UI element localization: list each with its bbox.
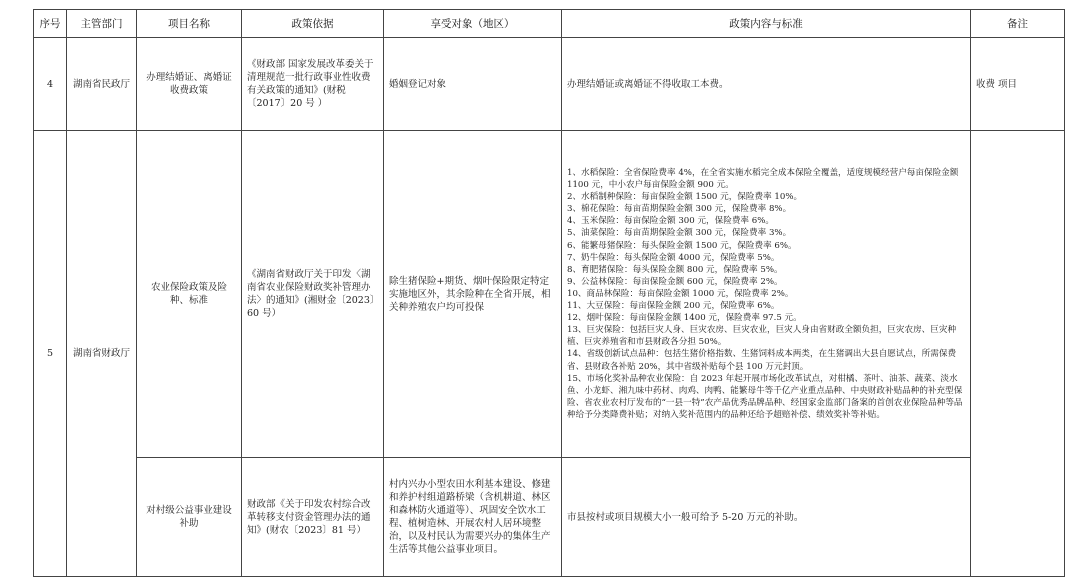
row-item: 对村级公益事业建设补助 — [137, 458, 242, 577]
row-basis: 《财政部 国家发展改革委关于清理规范一批行政事业性收费有关政策的通知》(财税〔2017〕20 号 ） — [242, 38, 384, 131]
table-row — [34, 458, 1065, 577]
list-item: 2、水稻制种保险：每亩保险金额 1500 元，保险费率 10%。 — [567, 192, 803, 203]
list-item: 15、市场化奖补品种农业保险：自 2023 年起开展市场化改革试点，对柑橘、茶叶、油茶、蔬菜、淡水鱼、小龙虾、湘九味中药材、肉鸡、肉鸭、能繁母牛等千亿产业重点品种、中央财政补贴品种的补充型保险、省农业农村厅发布的“一县一特”农产品优秀品牌品种、经国家金监部门备案的首创农业保险品种等品种给予分类降费补贴；对纳入奖补范围内的品种还给予超赔补偿、绩效奖补等补贴。 — [567, 373, 963, 420]
table-row — [34, 131, 1065, 458]
list-item: 7、奶牛保险：每头保险金额 4000 元，保险费率 5%。 — [567, 252, 780, 263]
list-item: 12、烟叶保险：每亩保险金额 1400 元，保险费率 97.5 元。 — [567, 313, 802, 324]
row-target: 婚姻登记对象 — [384, 38, 562, 131]
policy-table — [33, 9, 1065, 577]
header-content: 政策内容与标准 — [562, 10, 971, 38]
row-no: 4 — [34, 38, 67, 131]
header-target: 享受对象（地区） — [384, 10, 562, 38]
row-no: 5 — [34, 131, 67, 577]
list-item: 6、能繁母猪保险：每头保险金额 1500 元，保险费率 6%。 — [567, 240, 797, 251]
list-item: 13、巨灾保险：包括巨灾人身、巨灾农房、巨灾农业，巨灾人身由省财政全额负担，巨灾农房、巨灾种植、巨灾养殖省和市县财政各分担 50%。 — [567, 325, 957, 348]
row-item: 办理结婚证、离婚证收费政策 — [137, 38, 242, 131]
header-dept: 主管部门 — [67, 10, 137, 38]
header-note: 备注 — [971, 10, 1065, 38]
row-content: 市县按村或项目规模大小一般可给予 5-20 万元的补助。 — [562, 458, 971, 577]
header-row — [34, 10, 1065, 38]
row-target: 村内兴办小型农田水利基本建设、修建和养护村组道路桥梁（含机耕道、林区和森林防火通道等）、巩固安全饮水工程、植树造林、开展农村人居环境整治，以及村民认为需要兴办的集体生产生活等其他公益事业项目。 — [384, 458, 562, 577]
row-basis: 《湖南省财政厅关于印发〈湖南省农业保险财政奖补管理办法〉的通知》(湘财金〔2023〕60 号） — [242, 131, 384, 458]
row-dept: 湖南省财政厅 — [67, 131, 137, 577]
header-item: 项目名称 — [137, 10, 242, 38]
list-item: 8、育肥猪保险：每头保险金额 800 元，保险费率 5%。 — [567, 264, 783, 275]
header-basis: 政策依据 — [242, 10, 384, 38]
list-item: 10、商品林保险：每亩保险金额 1000 元，保险费率 2%。 — [567, 288, 794, 299]
header-no: 序号 — [34, 10, 67, 38]
list-item: 14、省级创新试点品种：包括生猪价格指数、生猪饲料成本两类，在生猪调出大县自愿试点，所需保费省、县财政各补贴 20%，其中省级补贴每个县 100 万元封顶。 — [567, 349, 957, 372]
row-target: 除生猪保险+期货、烟叶保险限定特定实施地区外，其余险种在全省开展，相关种养殖农户均可投保 — [384, 131, 562, 458]
list-item: 3、棉花保险：每亩苗期保险金额 300 元，保险费率 8%。 — [567, 204, 792, 215]
row-content: 办理结婚证或离婚证不得收取工本费。 — [562, 38, 971, 131]
list-item: 11、大豆保险：每亩保险金额 200 元，保险费率 6%。 — [567, 301, 780, 312]
list-item: 4、玉米保险：每亩保险金额 300 元，保险费率 6%。 — [567, 216, 774, 227]
row-item: 农业保险政策及险种、标准 — [137, 131, 242, 458]
list-item: 9、公益林保险：每亩保险金额 600 元，保险费率 2%。 — [567, 276, 783, 287]
row-note — [971, 131, 1065, 577]
insurance-content-list — [562, 131, 971, 458]
list-item: 1、水稻保险：全省保险费率 4%，在全省实施水稻完全成本保险全覆盖，适度规模经营户每亩保险金额 1100 元，中小农户每亩保险金额 900 元。 — [567, 168, 959, 191]
row-basis: 财政部《关于印发农村综合改革转移支付资金管理办法的通知》(财农〔2023〕81 号） — [242, 458, 384, 577]
row-note: 收费 项目 — [971, 38, 1065, 131]
table-row — [34, 38, 1065, 131]
list-item: 5、油菜保险：每亩苗期保险金额 300 元，保险费率 3%。 — [567, 228, 792, 239]
row-dept: 湖南省民政厅 — [67, 38, 137, 131]
